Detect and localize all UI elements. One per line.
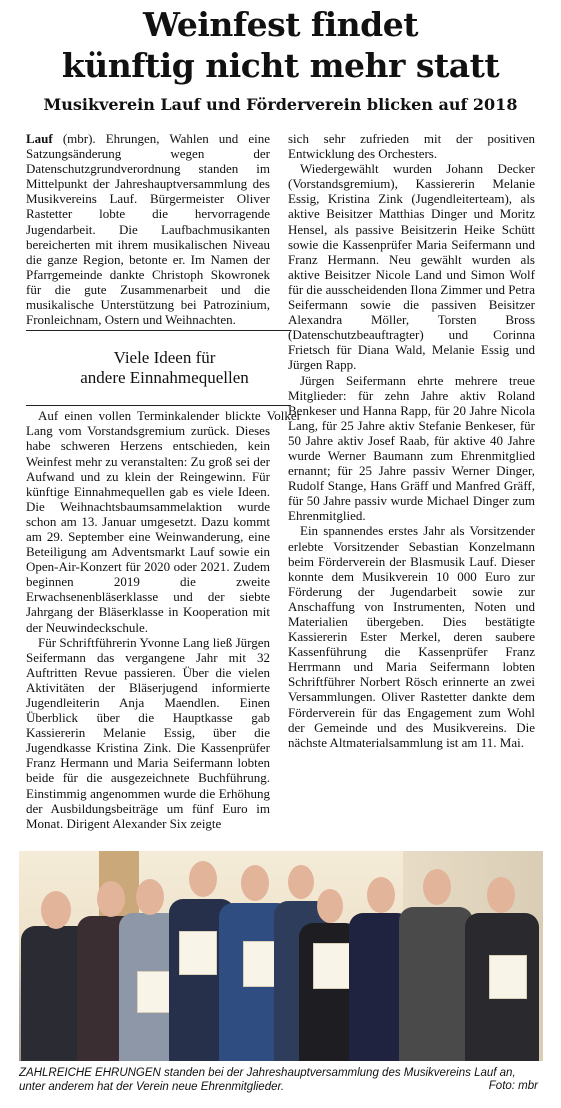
paragraph [26, 327, 301, 635]
paragraph-text: Auf einen vollen Terminkalender blickte Volker Lang vom Vorstandsgremium zurück. Dieses habe schweren Herzens entschieden, kein Weinfest mehr zu veranstalten: Zu groß sei der Aufwand und zu klein der Reingewinn. Für künftige Einnahmequellen gab es viele Ideen. Die Weihnachtsbaumsammelaktion wurde schon am 13. Januar umgesetzt. Dazu kommt am 29. September eine Weinwanderung, eine Beteiligung am Adventsmarkt Lauf sowie ein Open-Air-Konzert für 2020 oder 2021. Zudem beginnen 2019 die zweite Erwachsenenbläserklasse und der siebte Jahrgang der Bläserklasse in Kooperation mit der Neuwindeckschule. [26, 408, 301, 635]
group-photo [19, 851, 543, 1061]
headline-line-2: künftig nicht mehr statt [61, 46, 500, 85]
caption-text: standen bei der Jahreshauptversammlung des Musikvereins Lauf an, unter anderem hat der Verein neue Ehrenmitglieder. [19, 1067, 516, 1093]
article-column-right [288, 131, 535, 750]
paragraph [288, 373, 535, 524]
photo-credit: Foto: mbr [488, 1080, 538, 1092]
paragraph-text: Jürgen Seifermann ehrte mehrere treue Mitglieder: für zehn Jahre aktiv Roland Benkeser und Hanna Rapp, für 20 Jahre Nicola Lang, für 25 Jahre aktiv Stefanie Benkeser, für 50 Jahre aktiv Josef Raab, für aktive 40 Jahre wurde Werner Baumann zum Ehrenmitglied ernannt; für 25 Jahre passiv Werner Dinger, Rudolf Stange, Hans Gräff und Manfred Gräff, für 50 Jahre passiv wurde Michael Dinger zum Ehrenmitglied. [288, 372, 535, 524]
pull-quote [26, 330, 291, 406]
article-column-left [26, 131, 301, 831]
paragraph-text: (mbr). Ehrungen, Wahlen und eine Satzungsänderung wegen der Datenschutzgrundverordnung standen im Mittelpunkt der Jahreshauptversammlung des Musikvereins Lauf. Bürgermeister Oliver Rastetter lobte die hervorragende Jugendarbeit. Die Laufbachmusikanten bereicherten mit ihrem musikalischen Niveau die ganze Region, betonte er. Im Namen der Pfarrgemeinde dankte Christoph Skowronek für die gute Zusammenarbeit und die musikalische Unterstützung bei Patrozinium, Fronleichnam, Ostern und Weihnachten. [26, 131, 271, 328]
photo-person [465, 877, 539, 1061]
headline [10, 4, 551, 86]
caption-lead: ZAHLREICHE EHRUNGEN [19, 1067, 161, 1079]
pull-quote-line-2: andere Einnahmequellen [80, 368, 249, 388]
paragraph: sich sehr zufrieden mit der positiven Entwicklung des Orchesters. [288, 131, 535, 162]
pull-quote-line-1: Viele Ideen für [113, 348, 216, 368]
paragraph: Wiedergewählt wurden Johann Decker (Vorstandsgremium), Kassiererin Melanie Essig, Kristina Zink (Jugendleiterteam), als aktive Beisitzer Matthias Dinger und Moritz Hensel, als passive Beisitzerin Heike Schütt sowie die Kassenprüfer Maria Seifermann und Franz Hermann. Neu gewählt wurden als aktive Beisitzer Nicole Land und Simon Wolf für die ausscheidenden Ilona Zimmer und Petra Seifermann sowie die passiven Beisitzer Alexandra Möller, Torsten Bross (Datenschutzbeauftragter) und Corinna Frietsch für Diana Wald, Melanie Essig und Jürgen Rapp. [288, 161, 535, 373]
paragraph: Für Schriftführerin Yvonne Lang ließ Jürgen Seifermann das vergangene Jahr mit 32 Auftritten Revue passieren. Über die vielen Aktivitäten der Bläserjugend informierte Jugendleiterin Anja Maendlen. Einen Überblick über die Hauptkasse gab Kassiererin Melanie Essig, über die Jugendkasse Kristina Zink. Die Kassenprüfer Franz Hermann und Maria Seifermann lobten beide für die ausgezeichnete Buchführung. Einstimmig angenommen wurde die Erhöhung der Ausbildungsbeiträge um fünf Euro im Monat. Dirigent Alexander Six zeigte [26, 634, 270, 831]
headline-line-1: Weinfest findet [143, 5, 418, 44]
subheadline: Musikverein Lauf und Förderverein blicken auf 2018 [43, 95, 518, 114]
photo-caption [19, 1066, 543, 1094]
dateline: Lauf [26, 131, 53, 146]
photo-person [399, 869, 473, 1061]
paragraph: Ein spannendes erstes Jahr als Vorsitzender erlebte Vorsitzender Sebastian Konzelmann beim Förderverein der Blasmusik Lauf. Dieser konnte dem Musikverein 10 000 Euro zur Förderung der Jugendarbeit sowie zur Anschaffung von Instrumenten, Noten und Materialien übergeben. Dies bestätigte Kassiererin Ester Merkel, deren saubere Kassenführung die Kassenprüfer Franz Herrmann und Maria Seifermann lobten Schriftführer Norbert Rösch erinnerte an zwei Versammlungen. Oliver Rastetter dankte dem Förderverein für das Engagement zum Wohl der Gemeinde und des Musikvereins. Die nächste Altmaterialsammlung ist am 11. Mai. [288, 523, 535, 750]
paragraph [26, 131, 270, 327]
